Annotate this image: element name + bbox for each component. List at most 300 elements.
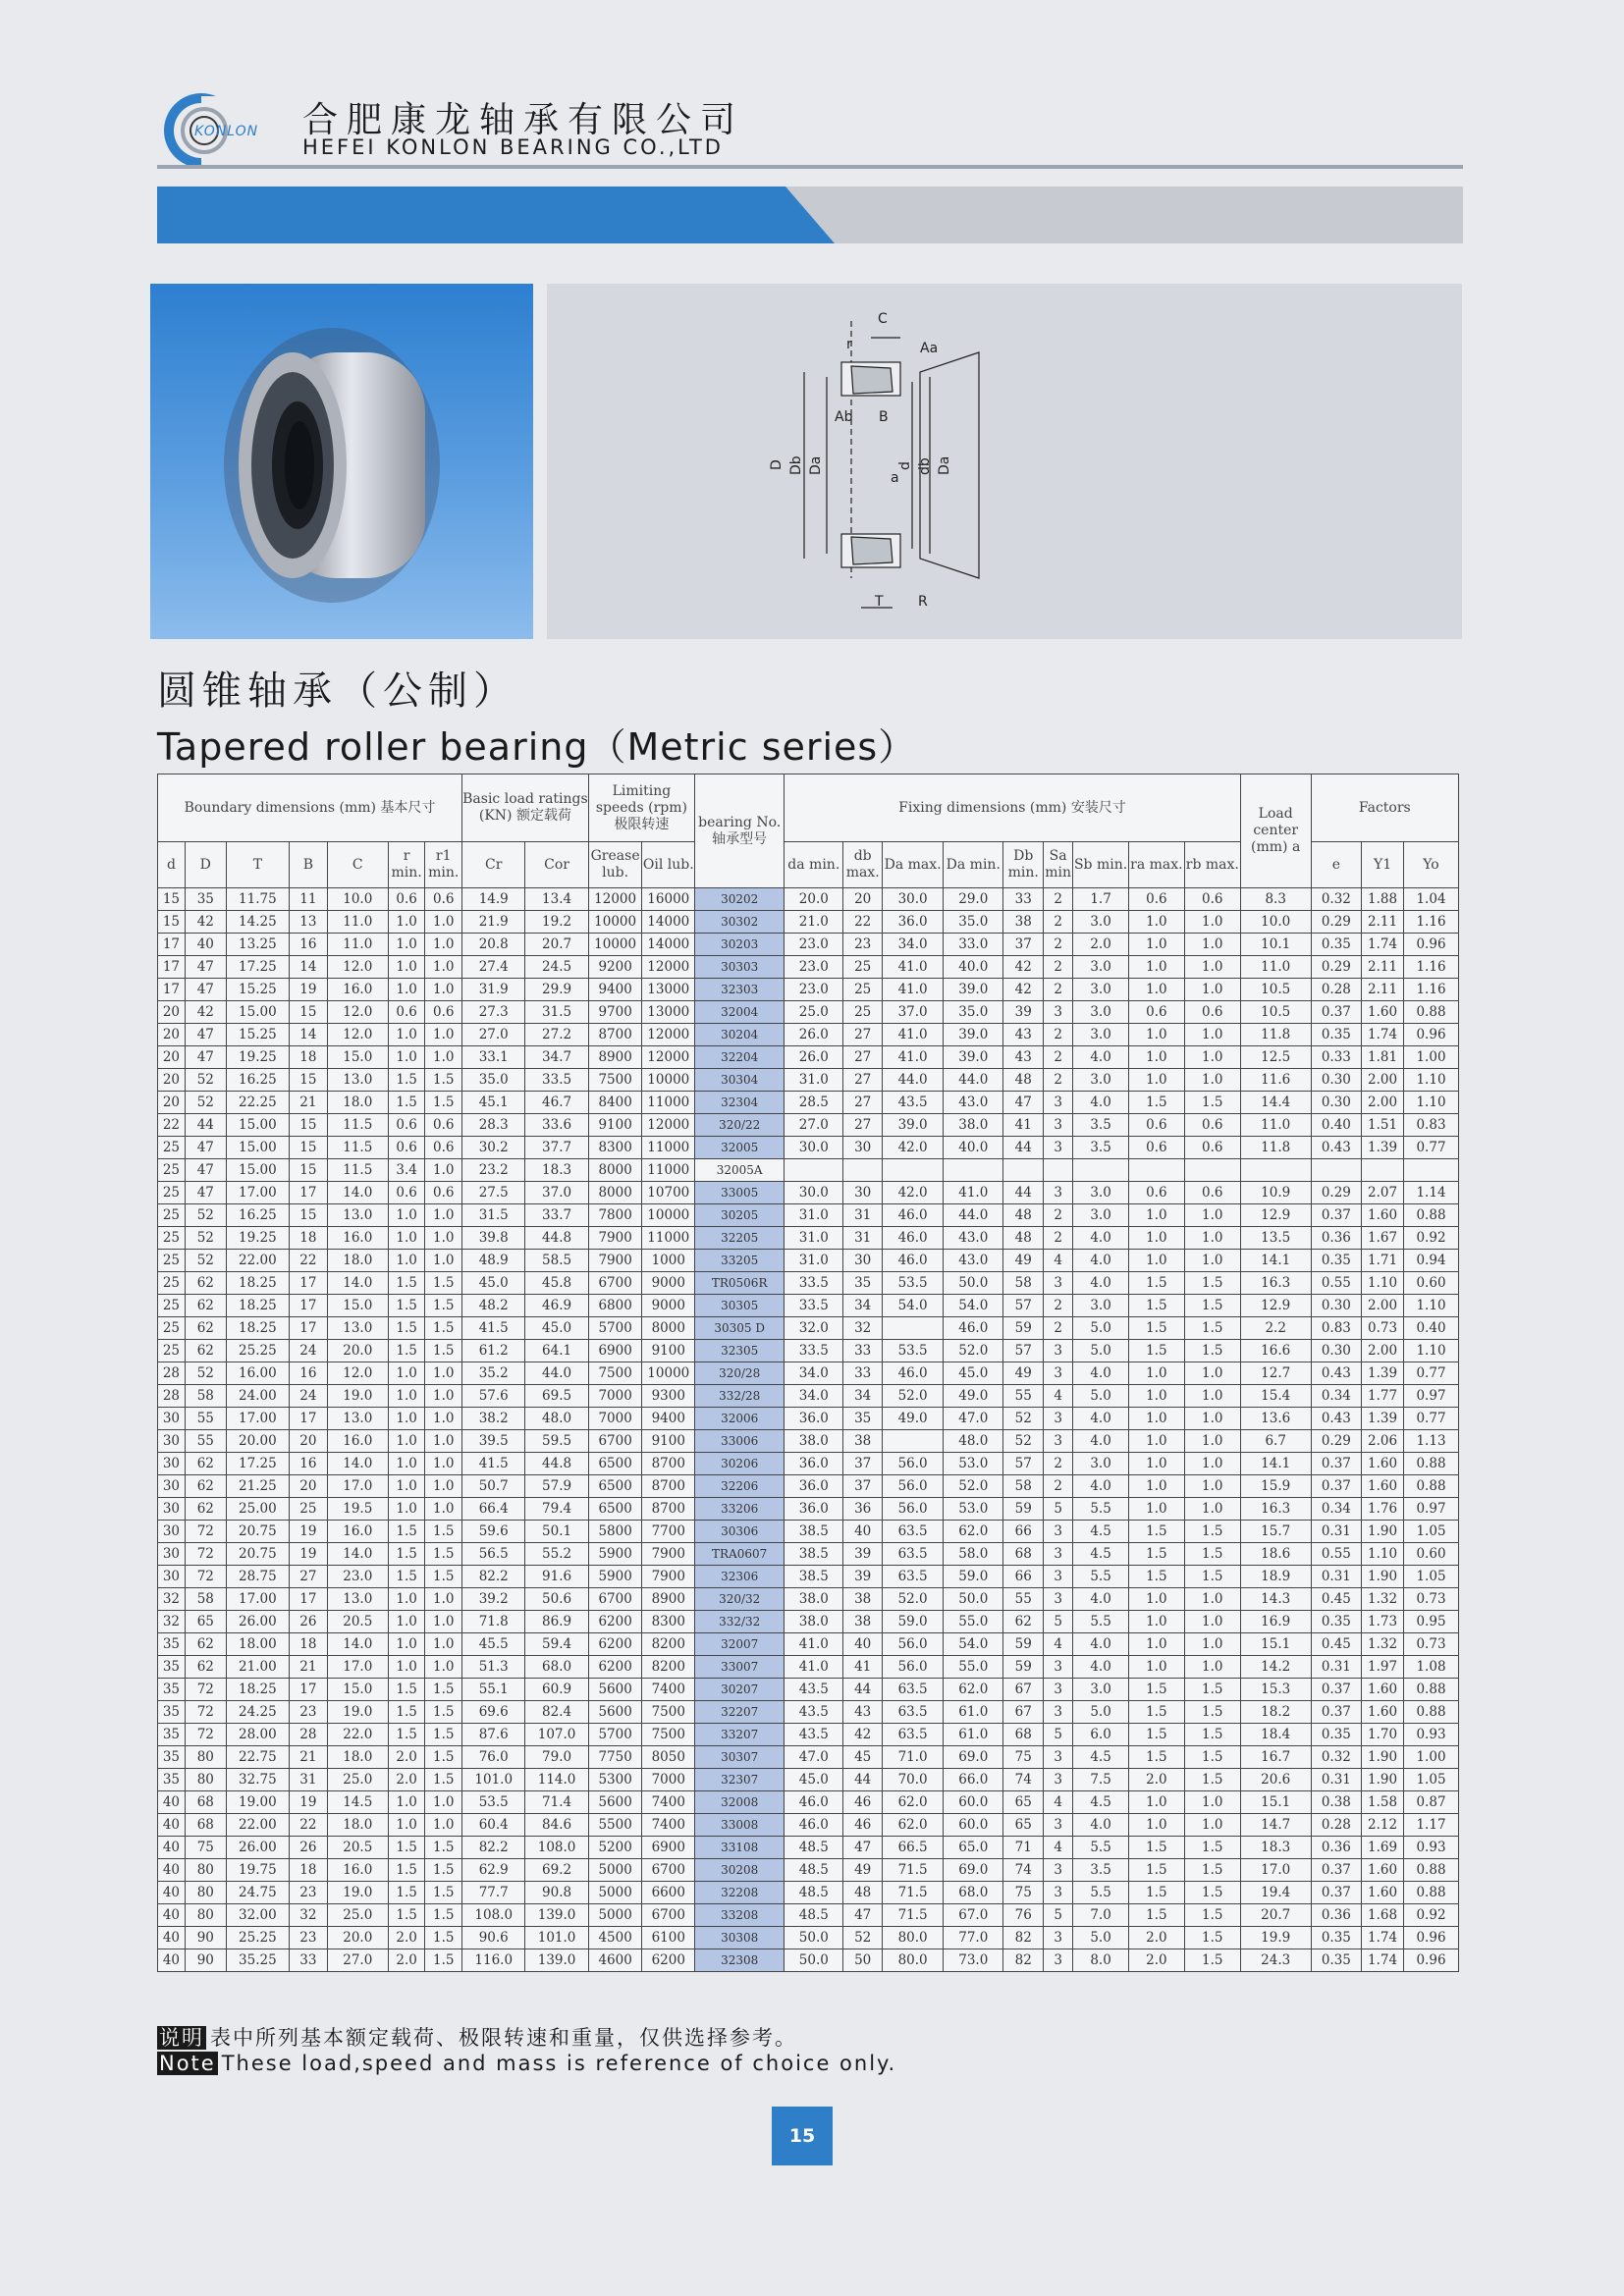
table-cell: 40 <box>185 934 226 956</box>
table-cell: 48 <box>1003 1204 1044 1227</box>
table-cell: 32 <box>843 1317 883 1340</box>
table-cell: 24 <box>290 1385 328 1408</box>
table-cell <box>883 1159 944 1182</box>
table-cell: 12.9 <box>1240 1295 1311 1317</box>
table-cell: 15 <box>290 1114 328 1137</box>
table-cell: 15.00 <box>226 1001 289 1024</box>
table-body <box>158 888 1459 1972</box>
table-cell: 24.75 <box>226 1882 289 1904</box>
table-cell: 52 <box>185 1227 226 1250</box>
table-cell: 0.87 <box>1404 1791 1459 1814</box>
table-cell: 14.0 <box>327 1633 388 1656</box>
table-cell: 3 <box>1044 1430 1073 1453</box>
table-cell: 74 <box>1003 1859 1044 1882</box>
table-cell: 1.10 <box>1404 1340 1459 1362</box>
table-cell: 3 <box>1044 1656 1073 1679</box>
table-cell: 18.0 <box>327 1250 388 1272</box>
table-cell: 82 <box>1003 1949 1044 1972</box>
table-cell: 1.67 <box>1362 1227 1404 1250</box>
table-cell: 42 <box>1003 956 1044 979</box>
table-cell: 52.0 <box>944 1340 1003 1362</box>
table-cell: 1.5 <box>425 1340 462 1362</box>
table-row <box>158 1250 1459 1272</box>
table-cell: 42 <box>1003 979 1044 1001</box>
table-cell: 2.0 <box>1073 934 1129 956</box>
col-Cor: Cor <box>525 842 588 888</box>
table-cell: 1.5 <box>1128 1340 1184 1362</box>
table-cell: 38 <box>843 1588 883 1611</box>
konlon-logo <box>157 86 275 175</box>
table-cell: 11.75 <box>226 888 289 911</box>
table-cell: 26.00 <box>226 1837 289 1859</box>
table-cell: 34.0 <box>785 1362 843 1385</box>
table-cell: 0.37 <box>1311 1882 1361 1904</box>
table-cell: 0.96 <box>1404 1927 1459 1949</box>
table-cell: 9400 <box>642 1408 695 1430</box>
table-cell: 0.30 <box>1311 1340 1361 1362</box>
table-cell: 0.6 <box>1184 1114 1240 1137</box>
table-cell: 54.0 <box>944 1295 1003 1317</box>
table-cell: 47.0 <box>785 1746 843 1769</box>
table-cell: 58 <box>185 1385 226 1408</box>
table-cell: 11.0 <box>327 934 388 956</box>
table-cell: 46.7 <box>525 1092 588 1114</box>
table-cell: 59.4 <box>525 1633 588 1656</box>
col-Cr: Cr <box>462 842 525 888</box>
bearing-number-cell: 33206 <box>695 1498 785 1521</box>
table-cell: 42.0 <box>883 1182 944 1204</box>
col-oil-lub: Oil lub. <box>642 842 695 888</box>
table-cell: 1.0 <box>1128 1430 1184 1453</box>
table-cell: 75 <box>1003 1882 1044 1904</box>
table-cell: 10.9 <box>1240 1182 1311 1204</box>
table-cell: 0.92 <box>1404 1904 1459 1927</box>
table-cell: 31 <box>843 1204 883 1227</box>
table-cell: 30 <box>158 1498 186 1521</box>
table-cell: 25 <box>158 1317 186 1340</box>
table-cell: 0.35 <box>1311 1949 1361 1972</box>
table-cell: 53.5 <box>883 1272 944 1295</box>
table-cell: 1.74 <box>1362 934 1404 956</box>
table-cell: 2.11 <box>1362 956 1404 979</box>
table-cell: 13.25 <box>226 934 289 956</box>
table-cell: 69.2 <box>525 1859 588 1882</box>
table-cell: 15 <box>290 1001 328 1024</box>
table-cell: 46.0 <box>944 1317 1003 1340</box>
table-cell: 67.0 <box>944 1904 1003 1927</box>
table-cell: 50.0 <box>785 1949 843 1972</box>
table-cell: 6200 <box>588 1656 642 1679</box>
table-cell: 77.0 <box>944 1927 1003 1949</box>
table-cell: 1.0 <box>1184 1588 1240 1611</box>
bearing-number-cell: 32007 <box>695 1633 785 1656</box>
table-cell: 23.2 <box>462 1159 525 1182</box>
bearing-number-cell: 332/32 <box>695 1611 785 1633</box>
table-cell: 0.37 <box>1311 1453 1361 1475</box>
note-text-en: These load,speed and mass is reference of choice only. <box>221 2052 897 2075</box>
table-cell: 9400 <box>588 979 642 1001</box>
table-cell: 12.0 <box>327 1362 388 1385</box>
table-cell: 2.00 <box>1362 1092 1404 1114</box>
table-cell: 1.5 <box>388 1521 425 1543</box>
table-cell: 2.00 <box>1362 1295 1404 1317</box>
table-cell: 1.0 <box>425 1046 462 1069</box>
table-cell: 49 <box>1003 1250 1044 1272</box>
table-cell: 14.2 <box>1240 1656 1311 1679</box>
table-cell: 41 <box>1003 1114 1044 1137</box>
table-cell: 3.0 <box>1073 1453 1129 1475</box>
table-cell <box>883 1317 944 1340</box>
table-cell: 1.5 <box>1128 1746 1184 1769</box>
table-cell: 91.6 <box>525 1566 588 1588</box>
table-cell: 11000 <box>642 1092 695 1114</box>
table-cell: 18.00 <box>226 1633 289 1656</box>
table-cell: 24 <box>290 1340 328 1362</box>
table-cell: 28.3 <box>462 1114 525 1137</box>
table-cell: 1.5 <box>1184 1904 1240 1927</box>
table-cell: 25 <box>158 1137 186 1159</box>
table-cell: 5.5 <box>1073 1566 1129 1588</box>
table-cell: 3 <box>1044 1746 1073 1769</box>
table-cell: 0.32 <box>1311 1746 1361 1769</box>
table-cell: 1.0 <box>388 1814 425 1837</box>
table-cell: 4.0 <box>1073 1046 1129 1069</box>
table-cell: 1.00 <box>1404 1746 1459 1769</box>
table-cell: 3 <box>1044 1182 1073 1204</box>
table-cell: 22.25 <box>226 1092 289 1114</box>
table-cell: 41.0 <box>883 1024 944 1046</box>
table-cell: 10700 <box>642 1182 695 1204</box>
table-cell: 38.5 <box>785 1521 843 1543</box>
table-cell: 55 <box>185 1430 226 1453</box>
table-cell: 12.7 <box>1240 1362 1311 1385</box>
table-cell: 15.0 <box>327 1046 388 1069</box>
table-cell: 1.0 <box>1128 1791 1184 1814</box>
table-cell: 48.2 <box>462 1295 525 1317</box>
table-cell: 28 <box>158 1362 186 1385</box>
table-cell: 1.39 <box>1362 1408 1404 1430</box>
table-cell: 12000 <box>642 956 695 979</box>
table-cell: 39.5 <box>462 1430 525 1453</box>
table-cell: 19.9 <box>1240 1927 1311 1949</box>
table-cell: 21 <box>290 1656 328 1679</box>
table-cell: 45.0 <box>785 1769 843 1791</box>
table-cell: 23.0 <box>785 934 843 956</box>
table-cell: 30 <box>158 1453 186 1475</box>
table-cell: 0.6 <box>425 1137 462 1159</box>
table-cell: 27.0 <box>327 1949 388 1972</box>
table-cell: 1.5 <box>1184 1543 1240 1566</box>
bearing-number-cell: 32307 <box>695 1769 785 1791</box>
table-cell: 29.9 <box>525 979 588 1001</box>
table-cell: 1.0 <box>388 979 425 1001</box>
bearing-number-cell: 32005A <box>695 1159 785 1182</box>
table-cell: 3.0 <box>1073 1001 1129 1024</box>
table-cell: 13.6 <box>1240 1408 1311 1430</box>
table-cell: 45.8 <box>525 1272 588 1295</box>
table-row <box>158 1295 1459 1317</box>
table-cell: 14.1 <box>1240 1453 1311 1475</box>
table-cell: 107.0 <box>525 1724 588 1746</box>
table-cell: 1.16 <box>1404 956 1459 979</box>
table-cell: 11.0 <box>327 911 388 934</box>
table-cell: 25.00 <box>226 1498 289 1521</box>
table-cell: 17.0 <box>1240 1859 1311 1882</box>
table-cell: 27 <box>843 1069 883 1092</box>
table-cell: 74 <box>1003 1769 1044 1791</box>
table-cell: 16000 <box>642 888 695 911</box>
table-cell: 139.0 <box>525 1949 588 1972</box>
table-cell: 62 <box>185 1272 226 1295</box>
table-cell: 3 <box>1044 1543 1073 1566</box>
table-cell: 1.0 <box>1184 1385 1240 1408</box>
table-cell: 1.0 <box>388 1498 425 1521</box>
table-cell: 11000 <box>642 1159 695 1182</box>
table-cell: 52 <box>1003 1430 1044 1453</box>
table-cell: 52 <box>185 1362 226 1385</box>
table-cell: 0.88 <box>1404 1475 1459 1498</box>
table-cell: 1.0 <box>1184 1430 1240 1453</box>
table-cell: 6200 <box>588 1633 642 1656</box>
table-cell: 27 <box>843 1092 883 1114</box>
table-cell: 4 <box>1044 1791 1073 1814</box>
table-cell: 15.1 <box>1240 1633 1311 1656</box>
table-cell: 46.0 <box>785 1814 843 1837</box>
table-cell: 2 <box>1044 1227 1073 1250</box>
table-cell: 58.5 <box>525 1250 588 1272</box>
table-cell: 1.0 <box>388 1791 425 1814</box>
table-cell: 8400 <box>588 1092 642 1114</box>
col-grease-lub: Grease lub. <box>588 842 642 888</box>
table-cell: 0.45 <box>1311 1633 1361 1656</box>
table-cell: 17 <box>290 1182 328 1204</box>
table-cell: 18.3 <box>525 1159 588 1182</box>
table-cell: 48.5 <box>785 1904 843 1927</box>
table-cell: 59.6 <box>462 1521 525 1543</box>
table-cell: 0.6 <box>1128 1114 1184 1137</box>
table-cell: 68 <box>1003 1724 1044 1746</box>
table-cell: 31.0 <box>785 1069 843 1092</box>
table-cell: 3.0 <box>1073 1679 1129 1701</box>
table-cell: 8700 <box>642 1453 695 1475</box>
table-cell: 30 <box>158 1566 186 1588</box>
table-cell <box>1073 1159 1129 1182</box>
table-cell: 10.5 <box>1240 1001 1311 1024</box>
label-Aa: Aa <box>920 341 939 356</box>
table-row <box>158 1362 1459 1385</box>
table-row <box>158 1837 1459 1859</box>
table-cell: 29.0 <box>944 888 1003 911</box>
table-cell: 36 <box>843 1498 883 1521</box>
table-cell: 0.35 <box>1311 1724 1361 1746</box>
bearing-dimension-diagram <box>547 284 1462 639</box>
table-cell: 17 <box>158 934 186 956</box>
table-cell <box>944 1159 1003 1182</box>
table-cell: 27.5 <box>462 1182 525 1204</box>
table-cell: 6200 <box>642 1949 695 1972</box>
table-cell: 52.0 <box>883 1588 944 1611</box>
table-cell: 12.0 <box>327 956 388 979</box>
table-cell: 2.11 <box>1362 911 1404 934</box>
table-cell: 1.14 <box>1404 1182 1459 1204</box>
table-cell: 1.0 <box>425 1633 462 1656</box>
table-cell: 16.25 <box>226 1204 289 1227</box>
bearing-number-cell: 30306 <box>695 1521 785 1543</box>
table-cell: 43.0 <box>944 1092 1003 1114</box>
table-cell: 84.6 <box>525 1814 588 1837</box>
table-cell: 1.0 <box>1184 1046 1240 1069</box>
table-cell: 1.0 <box>388 1024 425 1046</box>
table-cell: 0.6 <box>1128 1182 1184 1204</box>
table-cell: 33.5 <box>785 1340 843 1362</box>
table-cell: 16 <box>290 1453 328 1475</box>
bearing-number-cell: 32205 <box>695 1227 785 1250</box>
table-cell: 2.07 <box>1362 1182 1404 1204</box>
table-cell: 69.0 <box>944 1859 1003 1882</box>
table-cell: 6.7 <box>1240 1430 1311 1453</box>
table-cell: 0.60 <box>1404 1272 1459 1295</box>
header-limiting-speeds: Limiting speeds (rpm) 极限转速 <box>588 774 694 842</box>
table-cell: 49 <box>1003 1362 1044 1385</box>
table-cell: 1.5 <box>388 1543 425 1566</box>
table-cell: 35 <box>158 1633 186 1656</box>
table-cell: 6.0 <box>1073 1724 1129 1746</box>
table-cell: 20.75 <box>226 1543 289 1566</box>
table-cell: 18.0 <box>327 1814 388 1837</box>
table-cell: 1.0 <box>388 956 425 979</box>
table-cell: 1.0 <box>1128 934 1184 956</box>
table-row <box>158 1340 1459 1362</box>
table-cell: 1.5 <box>1184 1092 1240 1114</box>
table-cell: 10.1 <box>1240 934 1311 956</box>
note-tag-cn: 说明 <box>159 2026 204 2050</box>
table-cell: 116.0 <box>462 1949 525 1972</box>
table-cell: 2 <box>1044 956 1073 979</box>
table-cell: 49.0 <box>944 1385 1003 1408</box>
table-cell: 0.83 <box>1311 1317 1361 1340</box>
label-R: R <box>918 594 928 610</box>
table-cell: 1.0 <box>388 1588 425 1611</box>
table-cell: 1.74 <box>1362 1927 1404 1949</box>
table-cell: 1.5 <box>1128 1904 1184 1927</box>
table-cell: 1.0 <box>425 1385 462 1408</box>
table-cell: 41.0 <box>883 1046 944 1069</box>
table-cell: 43 <box>843 1701 883 1724</box>
bearing-number-cell: 30208 <box>695 1859 785 1882</box>
table-cell: 1.73 <box>1362 1611 1404 1633</box>
table-cell: 1.5 <box>425 1904 462 1927</box>
table-cell: 1.5 <box>388 1859 425 1882</box>
table-cell: 1.5 <box>425 1272 462 1295</box>
table-row <box>158 1656 1459 1679</box>
table-cell: 1.5 <box>1184 1566 1240 1588</box>
table-cell: 11.5 <box>327 1114 388 1137</box>
table-cell: 21.9 <box>462 911 525 934</box>
table-cell: 40 <box>158 1927 186 1949</box>
table-cell: 2 <box>1044 979 1073 1001</box>
table-cell: 55 <box>1003 1588 1044 1611</box>
table-cell: 11.6 <box>1240 1069 1311 1092</box>
table-cell: 54.0 <box>883 1295 944 1317</box>
table-cell: 2 <box>1044 1069 1073 1092</box>
table-cell: 20.6 <box>1240 1769 1311 1791</box>
table-cell: 39 <box>843 1566 883 1588</box>
bearing-number-cell: TRA0607 <box>695 1543 785 1566</box>
table-cell: 40 <box>158 1904 186 1927</box>
table-cell: 13.0 <box>327 1588 388 1611</box>
table-cell: 6700 <box>642 1859 695 1882</box>
table-cell: 32.75 <box>226 1769 289 1791</box>
table-cell: 17.25 <box>226 956 289 979</box>
table-cell: 53.5 <box>883 1340 944 1362</box>
table-cell: 15.25 <box>226 979 289 1001</box>
table-cell: 1.0 <box>388 1475 425 1498</box>
table-cell: 31 <box>290 1769 328 1791</box>
table-cell: 1.0 <box>425 1475 462 1498</box>
table-cell: 4.0 <box>1073 1430 1129 1453</box>
table-cell: 35 <box>158 1769 186 1791</box>
table-cell: 1.5 <box>1184 1679 1240 1701</box>
table-cell: 27.0 <box>785 1114 843 1137</box>
table-cell: 6200 <box>588 1611 642 1633</box>
table-cell: 1.16 <box>1404 911 1459 934</box>
table-cell: 1.5 <box>425 1837 462 1859</box>
table-cell: 1.0 <box>425 1498 462 1521</box>
table-cell: 15.25 <box>226 1024 289 1046</box>
table-cell: 1.0 <box>425 1791 462 1814</box>
table-cell: 55.0 <box>944 1611 1003 1633</box>
table-cell: 4500 <box>588 1927 642 1949</box>
table-cell: 1.5 <box>425 1679 462 1701</box>
table-cell: 1.5 <box>1184 1769 1240 1791</box>
table-cell: 3 <box>1044 1114 1073 1137</box>
table-cell: 80 <box>185 1904 226 1927</box>
table-cell: 1.5 <box>388 1566 425 1588</box>
table-cell: 35 <box>158 1679 186 1701</box>
table-cell: 80 <box>185 1859 226 1882</box>
table-cell: 90.6 <box>462 1927 525 1949</box>
label-r: r <box>846 337 852 352</box>
table-cell: 18.6 <box>1240 1543 1311 1566</box>
table-cell: 17 <box>290 1317 328 1340</box>
col-rb-max: rb max. <box>1184 842 1240 888</box>
table-cell: 1.5 <box>1128 1317 1184 1340</box>
table-row <box>158 911 1459 934</box>
table-cell: 10000 <box>588 911 642 934</box>
table-cell: 20 <box>290 1475 328 1498</box>
table-cell: 59 <box>1003 1633 1044 1656</box>
table-cell: 30.2 <box>462 1137 525 1159</box>
bearing-number-cell: 32006 <box>695 1408 785 1430</box>
table-cell: 56.0 <box>883 1633 944 1656</box>
table-cell: 60.4 <box>462 1814 525 1837</box>
table-cell: 3.0 <box>1073 956 1129 979</box>
table-cell: 0.96 <box>1404 934 1459 956</box>
table-cell: 5900 <box>588 1566 642 1588</box>
table-cell: 41.5 <box>462 1453 525 1475</box>
table-cell: 57.9 <box>525 1475 588 1498</box>
table-cell: 17 <box>290 1295 328 1317</box>
table-row <box>158 888 1459 911</box>
table-cell <box>1240 1159 1311 1182</box>
table-cell: 0.35 <box>1311 934 1361 956</box>
table-cell: 108.0 <box>462 1904 525 1927</box>
table-cell: 14000 <box>642 934 695 956</box>
table-cell: 57 <box>1003 1295 1044 1317</box>
table-cell: 0.34 <box>1311 1385 1361 1408</box>
table-cell: 20 <box>158 1092 186 1114</box>
table-cell: 5 <box>1044 1724 1073 1746</box>
